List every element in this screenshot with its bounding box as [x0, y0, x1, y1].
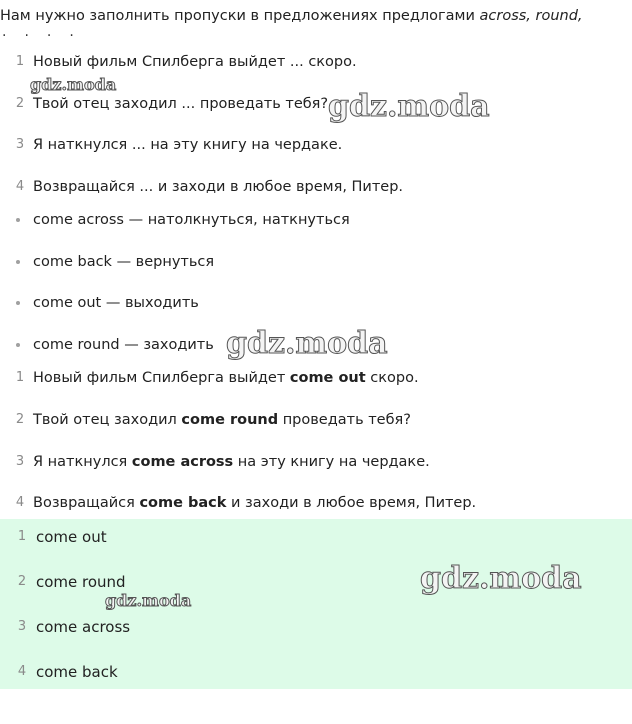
- bullet-icon: [16, 218, 20, 222]
- answers-panel: [0, 519, 632, 689]
- question-number: 1: [15, 54, 25, 69]
- question-text: Возвращайся ... и заходи в любое время, Питер.: [33, 179, 404, 195]
- sentence-number: 4: [15, 495, 25, 510]
- intro-words: across, round,: [479, 8, 583, 24]
- answer-phrase: come round: [181, 412, 279, 428]
- answer-text: come out: [36, 528, 107, 546]
- watermark-logo: gdz.moda: [420, 561, 582, 596]
- answer-phrase: come across: [131, 454, 234, 470]
- answer-number: 1: [17, 529, 27, 544]
- bullet-icon: [16, 260, 20, 264]
- answer-phrase: come back: [139, 495, 227, 511]
- sentence-text: Я наткнулся come across на эту книгу на чердаке.: [33, 454, 430, 470]
- vocab-text: come round — заходить: [33, 337, 214, 353]
- watermark-logo: gdz.moda: [328, 89, 490, 124]
- sentence-text: Новый фильм Спилберга выйдет come out скоро.: [33, 370, 419, 386]
- question-number: 4: [15, 179, 25, 194]
- question-number: 2: [15, 96, 25, 111]
- vocab-text: come out — выходить: [33, 295, 199, 311]
- intro-dots: ....: [2, 24, 92, 40]
- watermark-logo: gdz.moda: [105, 591, 192, 610]
- watermark-logo: gdz.moda: [226, 326, 388, 361]
- sentence-number: 1: [15, 370, 25, 385]
- answer-text: come back: [36, 663, 118, 681]
- question-text: Я наткнулся ... на эту книгу на чердаке.: [33, 137, 343, 153]
- vocab-text: come back — вернуться: [33, 254, 215, 270]
- sentence-text: Возвращайся come back и заходи в любое время, Питер.: [33, 495, 477, 511]
- bullet-icon: [16, 343, 20, 347]
- watermark-logo: gdz.moda: [30, 75, 117, 94]
- answer-number: 3: [17, 619, 27, 634]
- sentence-number: 2: [15, 412, 25, 427]
- answer-number: 2: [17, 574, 27, 589]
- intro-text: [0, 6, 632, 26]
- answer-phrase: come out: [289, 370, 366, 386]
- vocab-text: come across — натолкнуться, наткнуться: [33, 212, 350, 228]
- answer-text: come across: [36, 618, 131, 636]
- intro-prefix: Нам нужно заполнить пропуски в предложениях предлогами: [0, 8, 480, 24]
- question-number: 3: [15, 137, 25, 152]
- question-text: Новый фильм Спилберга выйдет ... скоро.: [33, 54, 357, 70]
- bullet-icon: [16, 301, 20, 305]
- answer-text: come round: [36, 573, 126, 591]
- sentence-number: 3: [15, 454, 25, 469]
- question-text: Твой отец заходил ... проведать тебя?: [33, 96, 329, 112]
- answer-number: 4: [17, 664, 27, 679]
- sentence-text: Твой отец заходил come round проведать тебя?: [33, 412, 411, 428]
